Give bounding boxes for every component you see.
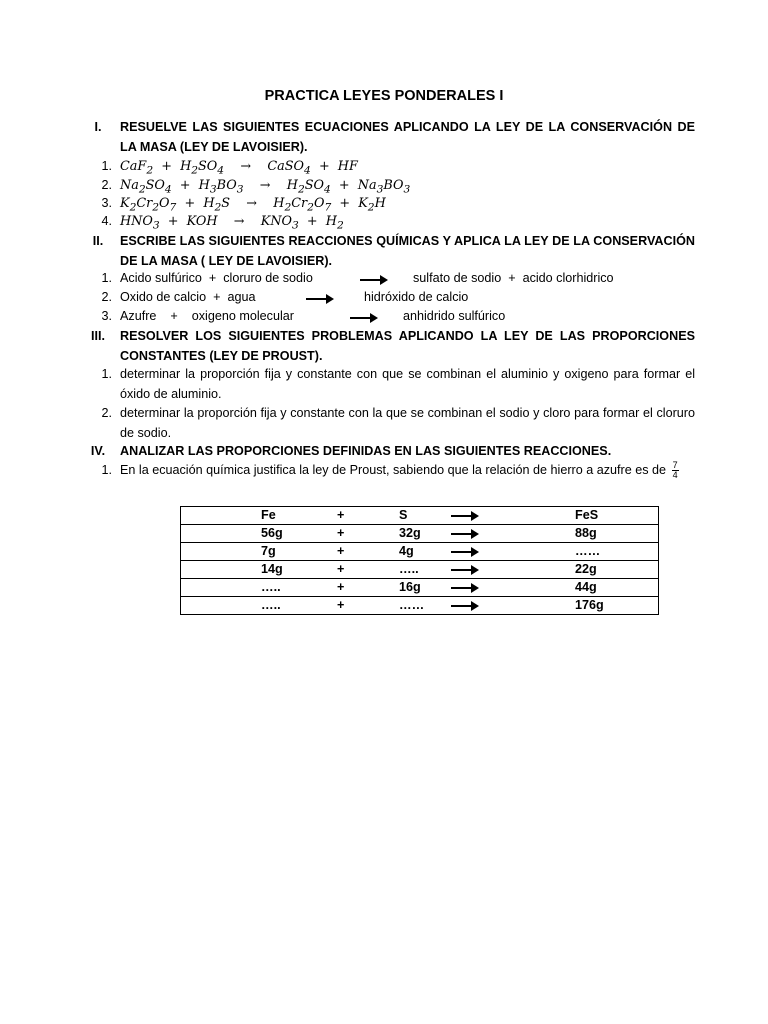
table-cell [181, 507, 659, 525]
section-2-text: ESCRIBE LAS SIGUIENTES REACCIONES QUÍMICAS Y APLICA LA LEY DE LA CONSERVACIÓN DE LA MASA ( LEY DE LAVOISIER). [120, 234, 695, 268]
section-2-number: II. [92, 234, 104, 248]
fe-value: 7g [261, 544, 276, 558]
table-row [181, 543, 659, 561]
item-number: 1. [101, 367, 112, 381]
arrow-icon [451, 605, 477, 607]
arrow-icon [451, 533, 477, 535]
reaction-1-products: sulfato de sodio + acido clorhidrico [413, 271, 614, 285]
plus-sign: + [337, 580, 345, 594]
plus-sign: + [337, 526, 345, 540]
table-cell [181, 597, 659, 615]
reaction-2-reactants: Oxido de calcio + agua [120, 290, 256, 304]
table-row [181, 525, 659, 543]
problem-2-text: determinar la proporción fija y constante con la que se combinan el sodio y cloro para formar el cloruro de sodio. [120, 406, 695, 440]
arrow-icon [451, 569, 477, 571]
fraction-numerator: 7 [672, 460, 678, 471]
page-title: PRACTICA LEYES PONDERALES I [264, 88, 504, 104]
arrow-icon [451, 587, 477, 589]
fraction-denominator: 4 [672, 470, 678, 481]
section-4-text: ANALIZAR LAS PROPORCIONES DEFINIDAS EN LAS SIGUIENTES REACCIONES. [120, 444, 612, 458]
table-cell [181, 543, 659, 561]
fes-value: 44g [575, 580, 597, 594]
equation-number: 4. [101, 214, 112, 228]
fe-value: ….. [261, 598, 281, 612]
fes-value: 22g [575, 562, 597, 576]
fes-value: FeS [575, 508, 599, 522]
section-1-number: I. [94, 120, 102, 134]
analysis-1-text [120, 461, 695, 481]
fe-value: 56g [261, 526, 283, 540]
item-number: 2. [101, 290, 112, 304]
fes-value: …… [575, 544, 601, 558]
item-number: 1. [101, 271, 112, 285]
s-value: 4g [399, 544, 414, 558]
fe-value: ….. [261, 580, 281, 594]
problem-1 [90, 365, 695, 404]
arrow-icon [451, 551, 477, 553]
item-number: 1. [101, 463, 112, 477]
s-value: S [399, 508, 408, 522]
equation-number: 3. [101, 196, 112, 210]
reaction-3-reactants: Azufre + oxigeno molecular [120, 309, 294, 323]
arrow-icon [451, 515, 477, 517]
s-value: ….. [399, 562, 419, 576]
proust-table [180, 506, 659, 615]
reaction-3-products: anhidrido sulfúrico [403, 309, 506, 323]
reaction-1-reactants: Acido sulfúrico + cloruro de sodio [120, 271, 313, 285]
item-number: 2. [101, 406, 112, 420]
s-value: …… [399, 598, 425, 612]
table-cell [181, 579, 659, 597]
plus-sign: + [337, 508, 345, 522]
arrow-icon [306, 298, 332, 300]
problem-2 [90, 404, 695, 443]
fes-value: 176g [575, 598, 604, 612]
plus-sign: + [337, 562, 345, 576]
equation-text: $Na_2SO_4 + H_3BO_3$ → $H_2SO_4 + Na_3BO_3$ [120, 178, 411, 196]
table-row [181, 561, 659, 579]
table-row [181, 507, 659, 525]
fe-value: Fe [261, 508, 276, 522]
section-2 [78, 232, 695, 271]
section-1 [78, 118, 695, 157]
equation-text: $CaF_2 + H_2SO_4$ → CaSO$_4$ + HF [120, 159, 358, 177]
section-4 [78, 442, 695, 462]
analysis-1-statement: En la ecuación química justifica la ley de Proust, sabiendo que la relación de hierro a azufre es de [120, 463, 667, 477]
item-number: 3. [101, 309, 112, 323]
table-row [181, 579, 659, 597]
equation-number: 2. [101, 178, 112, 192]
ratio-fraction [672, 461, 679, 480]
s-value: 32g [399, 526, 421, 540]
table-cell [181, 525, 659, 543]
section-1-text: RESUELVE LAS SIGUIENTES ECUACIONES APLICANDO LA LEY DE LA CONSERVACIÓN DE LA MASA (LEY DE LAVOISIER). [120, 120, 695, 154]
fe-value: 14g [261, 562, 283, 576]
arrow-icon [360, 279, 386, 281]
section-3 [78, 327, 695, 366]
section-4-number: IV. [90, 444, 106, 458]
reaction-2-products: hidróxido de calcio [364, 290, 469, 304]
table-cell [181, 561, 659, 579]
plus-sign: + [337, 598, 345, 612]
equation-text: $K_2Cr_2O_7 + H_2S$ → $H_2Cr_2O_7 + K_2H$ [120, 196, 386, 214]
problem-1-text: determinar la proporción fija y constante con que se combinan el aluminio y oxigeno para formar el óxido de aluminio. [120, 367, 695, 401]
section-3-number: III. [91, 329, 105, 343]
section-3-text: RESOLVER LOS SIGUIENTES PROBLEMAS APLICANDO LA LEY DE LAS PROPORCIONES CONSTANTES (LEY DE PROUST). [120, 329, 695, 363]
analysis-1 [90, 461, 695, 481]
arrow-icon [350, 317, 376, 319]
table-row [181, 597, 659, 615]
equation-number: 1. [101, 159, 112, 173]
equation-text: $HNO_3$ + KOH → $KNO_3 + H_2$ [120, 214, 344, 232]
fes-value: 88g [575, 526, 597, 540]
s-value: 16g [399, 580, 421, 594]
plus-sign: + [337, 544, 345, 558]
